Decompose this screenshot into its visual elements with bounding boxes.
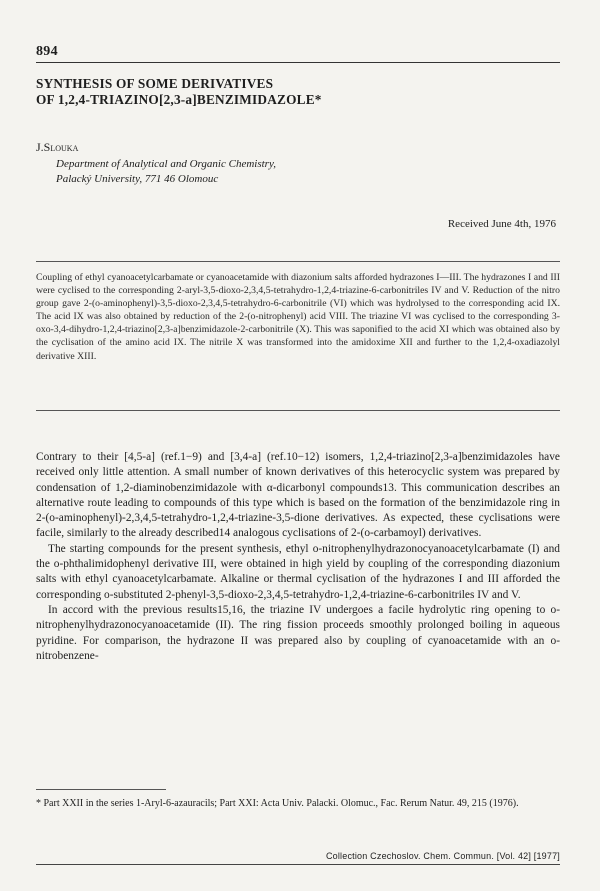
journal-footer: Collection Czechoslov. Chem. Commun. [Vol. 42] [1977] — [325, 851, 560, 861]
affiliation — [56, 157, 276, 187]
paragraph-1: Contrary to their [4,5-a] (ref.1−9) and [3,4-a] (ref.10−12) isomers, 1,2,4-triazino[2,3-a]benzimidazoles have received only little attention. A small number of known derivatives of this heterocyclic system was prepared by condensation of 1,2-diaminobenzimidazole with α-dicarbonyl compounds13. This communication describes an alternative route leading to compounds of this type which is based on the formation of the benzimidazole ring in 2-(o-aminophenyl)-2,3,4,5-tetrahydro-1,2,4-triazine-3,5-dione derivatives. As expected, these cyclisations were facile, similarly to the already described14 analogous cyclisations of 2-(o-carbamoyl) derivatives. — [36, 451, 560, 540]
header-rule — [36, 62, 560, 63]
title-line-1: SYNTHESIS OF SOME DERIVATIVES — [36, 76, 274, 91]
article-title — [36, 76, 556, 108]
affiliation-line-1: Department of Analytical and Organic Chemistry, — [56, 158, 276, 170]
affiliation-line-2: Palacký University, 771 46 Olomouc — [56, 173, 219, 185]
page-number: 894 — [36, 44, 58, 59]
body-text — [36, 450, 560, 664]
paragraph-3: In accord with the previous results15,16, the triazine IV undergoes a facile hydrolytic ring opening to o-nitrophenylhydrazonocyanoacetamide (II). The ring fission proceeds smoothly prolonged boiling in aqueous pyridine. For comparison, the hydrazone II was prepared also by coupling of cyanoacetamide with an o-nitrobenzene- — [36, 603, 560, 662]
abstract-text: Coupling of ethyl cyanoacetylcarbamate or cyanoacetamide with diazonium salts afforded hydrazones I—III. The hydrazones I and III were cyclised to the corresponding 2-aryl-3,5-dioxo-2,3,4,5-tetrahydro-1,2,4-triazine-6-carbonitriles IV and V. Reduction of the nitro group gave 2-(o-aminophenyl)-3,5-dioxo-2,3,4,5-tetrahydro-6-carbonitrile (VI) which was hydrolysed to the corresponding acid IX. The acid IX was also obtained by reduction of the 2-(o-nitrophenyl) acid VIII. The triazine VI was cyclised to the corresponding 3-oxo-3,4-dihydro-1,2,4-triazino[2,3-a]benzimidazole-2-carbonitrile (X). This was saponified to the acid XI which was obtained also by the cyclisation of the amino acid IX. The nitrile X was transformed into the amidoxime XII and further to the 1,2,4-oxadiazolyl derivative XIII. — [36, 272, 560, 362]
received-date: Received June 4th, 1976 — [447, 218, 556, 230]
title-line-2: OF 1,2,4-TRIAZINO[2,3-a]BENZIMIDAZOLE* — [36, 92, 322, 107]
author-name: J.Slouka — [36, 140, 79, 154]
footer-rule — [36, 864, 560, 865]
footnote: * Part XXII in the series 1-Aryl-6-azauracils; Part XXI: Acta Univ. Palacki. Olomuc., Fac. Rerum Natur. 49, 215 (1976). — [36, 798, 519, 809]
paragraph-2: The starting compounds for the present synthesis, ethyl o-nitrophenylhydrazonocyanoacetylcarbamate (I) and the o-phthalimidophenyl derivative III, were obtained in high yield by coupling of the corresponding diazonium salts with ethyl cyanoacetylcarbamate. Alkaline or thermal cyclisation of the hydrazones I and III afforded the corresponding o-substituted 2-phenyl-3,5-dioxo-2,3,4,5-tetrahydro-1,2,4-triazine-6-carbonitriles IV and V. — [36, 542, 560, 601]
abstract-box — [36, 261, 560, 411]
footnote-rule — [36, 789, 166, 790]
